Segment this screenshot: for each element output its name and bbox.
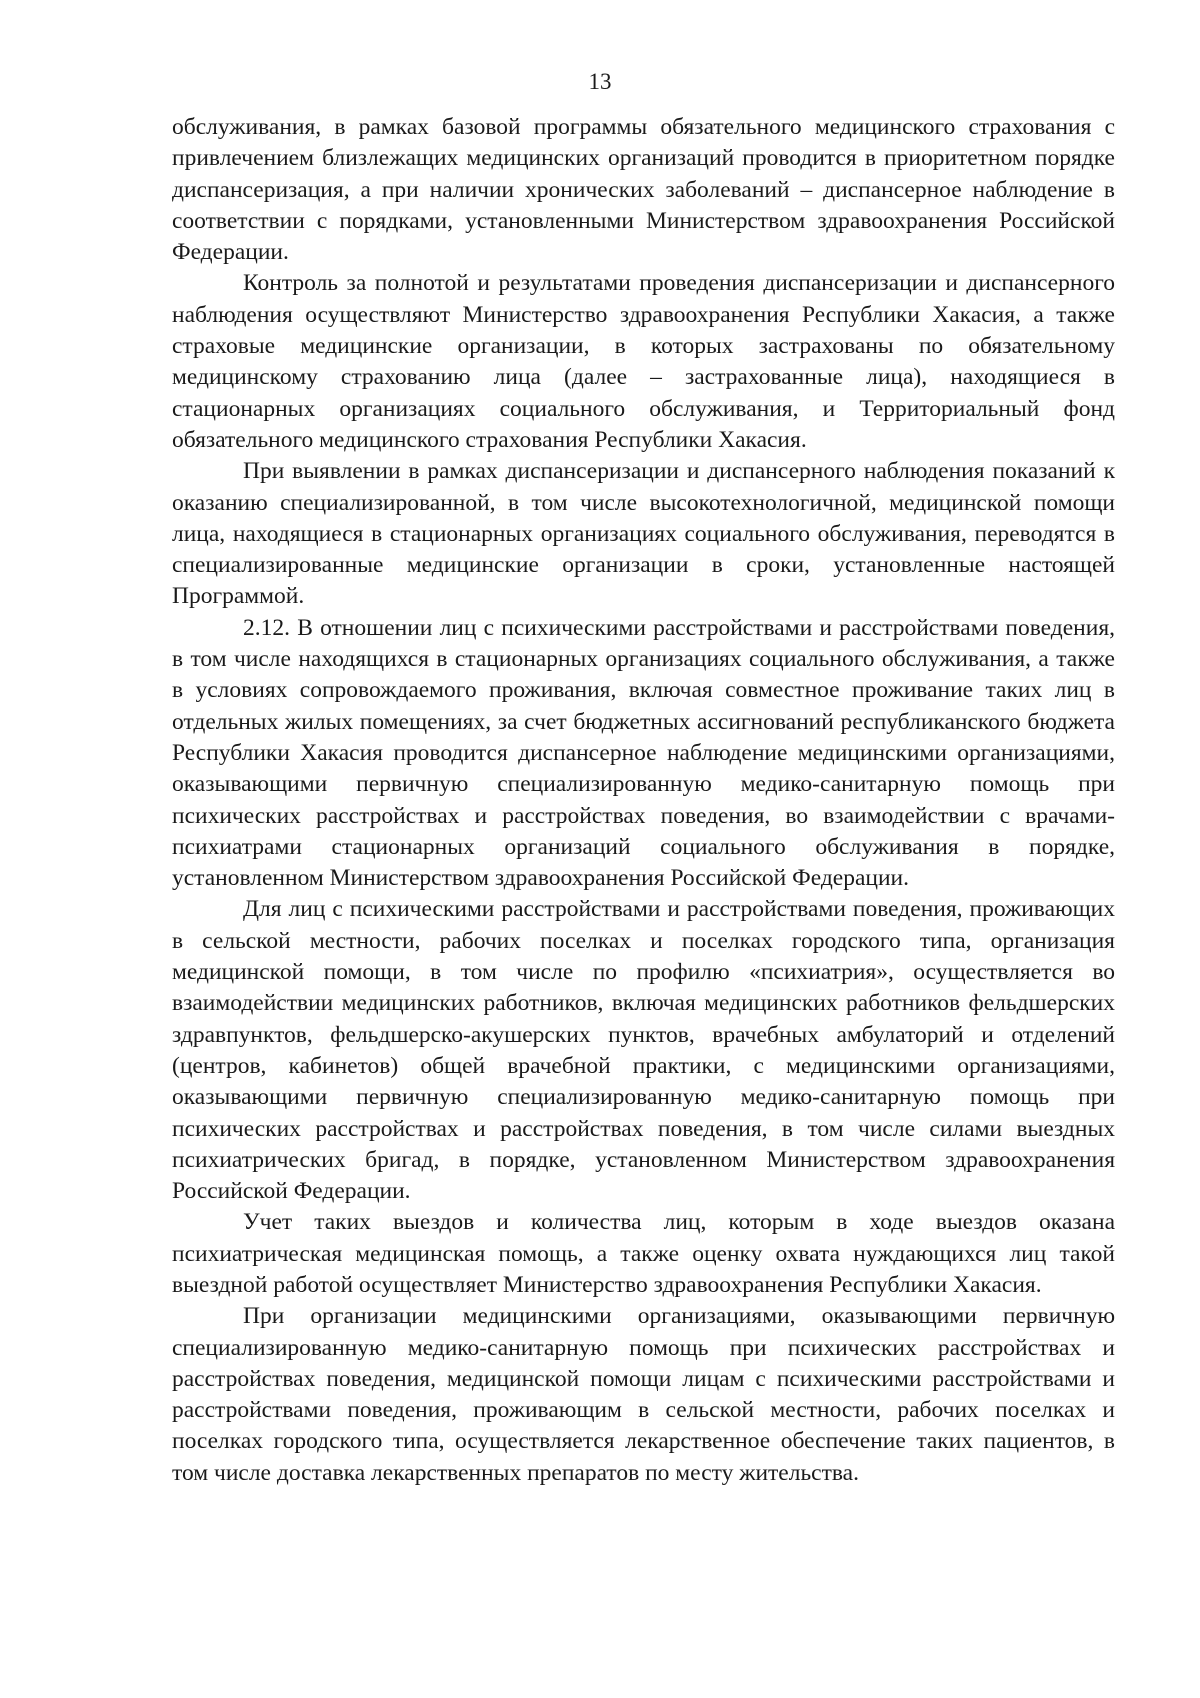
paragraph-section-2-12: 2.12. В отношении лиц с психическими расстройствами и расстройствами поведения, в том числе находящихся в стационарных организациях социального обслуживания, а также в условиях сопровождаемого проживания, включая совместное проживание таких лиц в отдельных жилых помещениях, за счет бюджетных ассигнований республиканского бюджета Республики Хакасия проводится диспансерное наблюдение медицинскими организациями, оказывающими первичную специализированную медико-санитарную помощь при психических расстройствах и расстройствах поведения, во взаимодействии с врачами-психиатрами стационарных организаций социального обслуживания в порядке, установленном Министерством здравоохранения Российской Федерации. xyxy=(172,614,1115,892)
document-body xyxy=(172,112,1115,1489)
paragraph-specialized-care: При выявлении в рамках диспансеризации и диспансерного наблюдения показаний к оказанию специализированной, в том числе высокотехнологичной, медицинской помощи лица, находящиеся в стационарных организациях социального обслуживания, переводятся в специализированные медицинские организации в сроки, установленные настоящей Программой. xyxy=(172,458,1115,610)
paragraph-dispensary-control: Контроль за полнотой и результатами проведения диспансеризации и диспансерного наблюдения осуществляют Министерство здравоохранения Республики Хакасия, а также страховые медицинские организации, в которых застрахованы по обязательному медицинскому страхованию лица (далее – застрахованные лица), находящиеся в стационарных организациях социального обслуживания, и Территориальный фонд обязательного медицинского страхования Республики Хакасия. xyxy=(172,270,1115,453)
paragraph-drug-provision: При организации медицинскими организациями, оказывающими первичную специализированную медико-санитарную помощь при психических расстройствах и расстройствах поведения, медицинской помощи лицам с психическими расстройствами и расстройствами поведения, проживающим в сельской местности, рабочих поселках и поселках городского типа, осуществляется лекарственное обеспечение таких пациентов, в том числе доставка лекарственных препаратов по месту жительства. xyxy=(172,1303,1115,1486)
paragraph-visits-accounting: Учет таких выездов и количества лиц, которым в ходе выездов оказана психиатрическая медицинская помощь, а также оценку охвата нуждающихся лиц такой выездной работой осуществляет Министерство здравоохранения Республики Хакасия. xyxy=(172,1209,1115,1298)
paragraph-continued: обслуживания, в рамках базовой программы обязательного медицинского страхования с привлечением близлежащих медицинских организаций проводится в приоритетном порядке диспансеризация, а при наличии хронических заболеваний – диспансерное наблюдение в соответствии с порядками, установленными Министерством здравоохранения Российской Федерации. xyxy=(172,114,1115,266)
page-number: 13 xyxy=(588,69,612,94)
paragraph-rural-psychiatry: Для лиц с психическими расстройствами и расстройствами поведения, проживающих в сельской местности, рабочих поселках и поселках городского типа, организация медицинской помощи, в том числе по профилю «психиатрия», осуществляется во взаимодействии медицинских работников, включая медицинских работников фельдшерских здравпунктов, фельдшерско-акушерских пунктов, врачебных амбулаторий и отделений (центров, кабинетов) общей врачебной практики, с медицинскими организациями, оказывающими первичную специализированную медико-санитарную помощь при психических расстройствах и расстройствах поведения, в том числе силами выездных психиатрических бригад, в порядке, установленном Министерством здравоохранения Российской Федерации. xyxy=(172,896,1115,1205)
